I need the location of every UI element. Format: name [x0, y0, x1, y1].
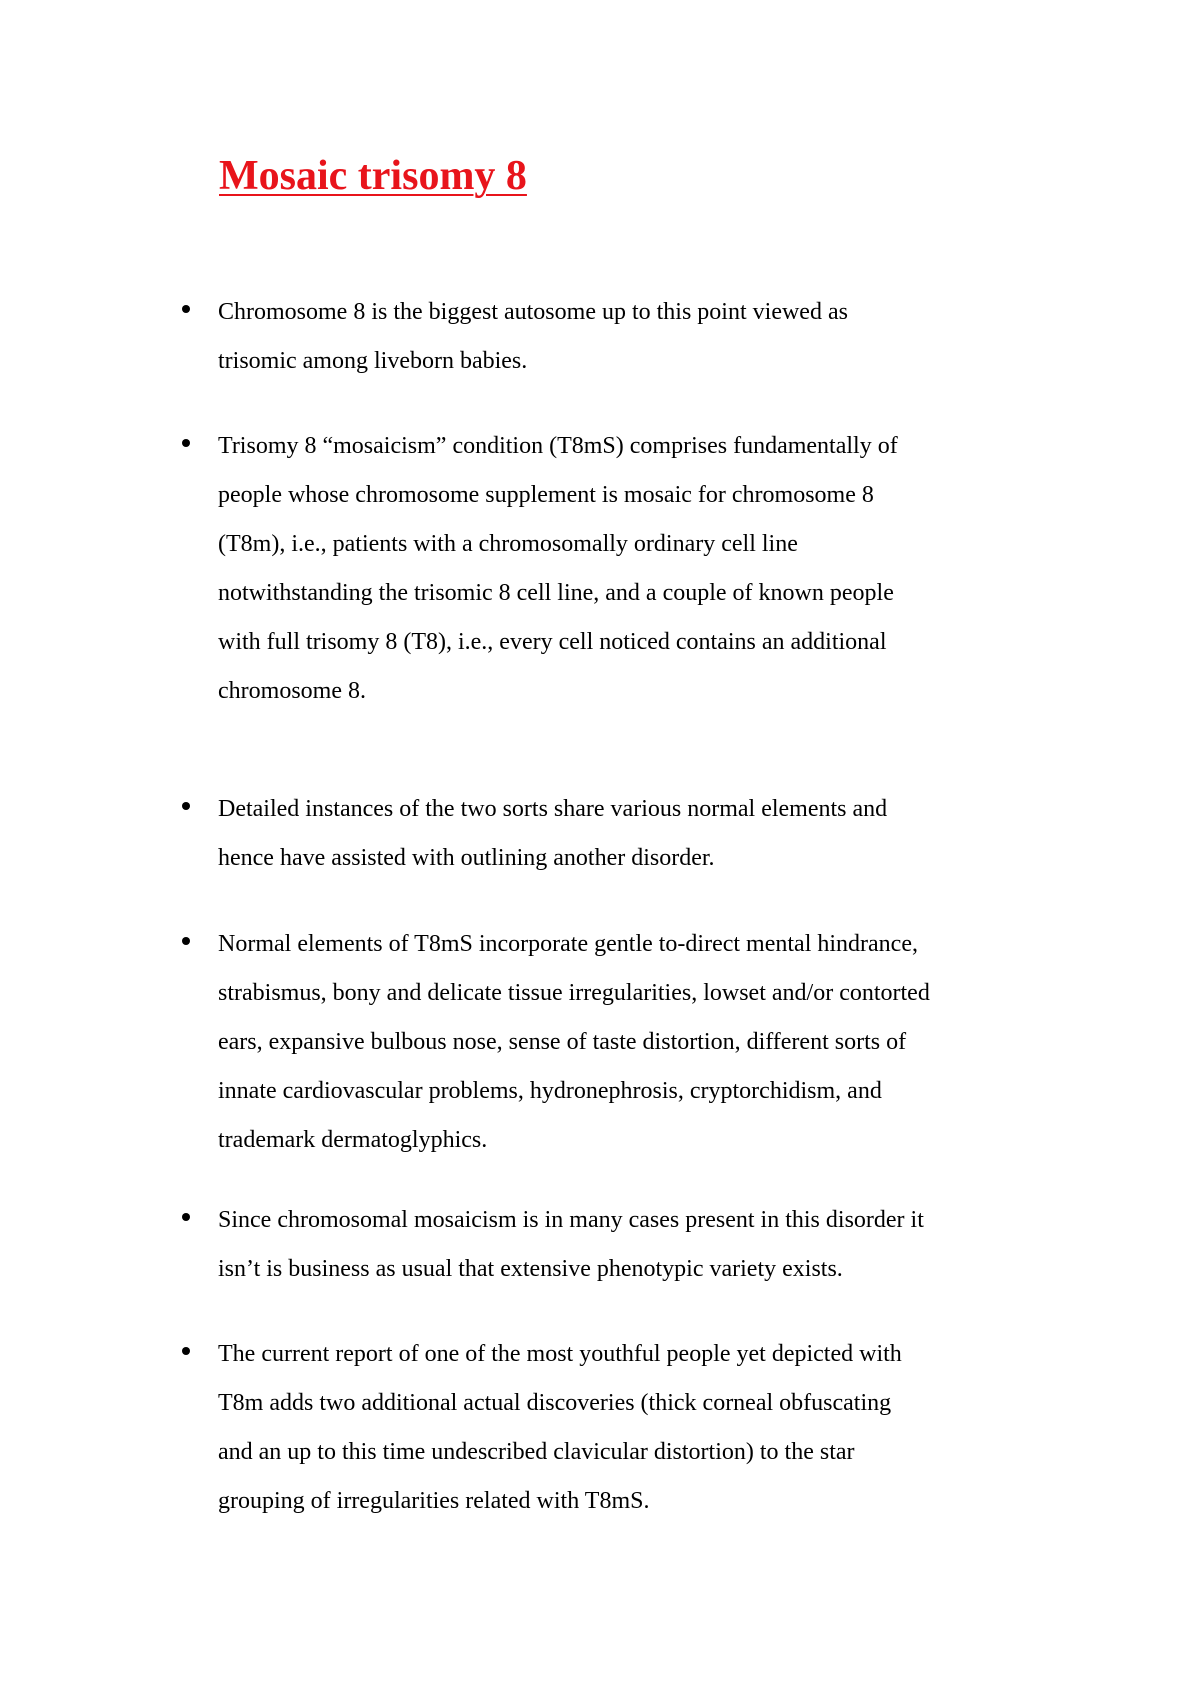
bullet-line: with full trisomy 8 (T8), i.e., every cell noticed contains an additional — [218, 629, 887, 655]
bullet-text — [218, 785, 1068, 883]
bullet-text — [218, 422, 1068, 716]
bullet-text — [218, 288, 1068, 386]
bullet-line: trisomic among liveborn babies. — [218, 348, 528, 374]
bullet-line: hence have assisted with outlining another disorder. — [218, 845, 715, 871]
bullet-line: Detailed instances of the two sorts share various normal elements and — [218, 796, 888, 822]
bullet-icon — [182, 305, 190, 313]
bullet-line: Chromosome 8 is the biggest autosome up to this point viewed as — [218, 299, 848, 325]
bullet-line: Trisomy 8 “mosaicism” condition (T8mS) comprises fundamentally of — [218, 433, 898, 459]
bullet-line: The current report of one of the most youthful people yet depicted with — [218, 1341, 902, 1367]
bullet-line: ears, expansive bulbous nose, sense of taste distortion, different sorts of — [218, 1029, 907, 1055]
bullet-line: grouping of irregularities related with T8mS. — [218, 1488, 650, 1514]
bullet-line: Since chromosomal mosaicism is in many cases present in this disorder it — [218, 1207, 924, 1233]
bullet-icon — [182, 439, 190, 447]
bullet-icon — [182, 937, 190, 945]
bullet-icon — [182, 1347, 190, 1355]
bullet-line: notwithstanding the trisomic 8 cell line, and a couple of known people — [218, 580, 894, 606]
bullet-icon — [182, 802, 190, 810]
bullet-line: T8m adds two additional actual discoveries (thick corneal obfuscating — [218, 1390, 892, 1416]
bullet-line: strabismus, bony and delicate tissue irregularities, lowset and/or contorted — [218, 980, 930, 1006]
bullet-line: Normal elements of T8mS incorporate gentle to-direct mental hindrance, — [218, 931, 918, 957]
bullet-text — [218, 1196, 1068, 1294]
bullet-text — [218, 1330, 1068, 1526]
bullet-line: and an up to this time undescribed clavicular distortion) to the star — [218, 1439, 855, 1465]
bullet-line: (T8m), i.e., patients with a chromosomally ordinary cell line — [218, 531, 798, 557]
bullet-icon — [182, 1213, 190, 1221]
bullet-line: chromosome 8. — [218, 678, 366, 704]
document-title: Mosaic trisomy 8 — [219, 153, 527, 199]
bullet-text — [218, 920, 1068, 1165]
bullet-line: trademark dermatoglyphics. — [218, 1127, 488, 1153]
bullet-line: innate cardiovascular problems, hydronephrosis, cryptorchidism, and — [218, 1078, 882, 1104]
bullet-line: people whose chromosome supplement is mosaic for chromosome 8 — [218, 482, 874, 508]
bullet-line: isn’t is business as usual that extensive phenotypic variety exists. — [218, 1256, 843, 1282]
